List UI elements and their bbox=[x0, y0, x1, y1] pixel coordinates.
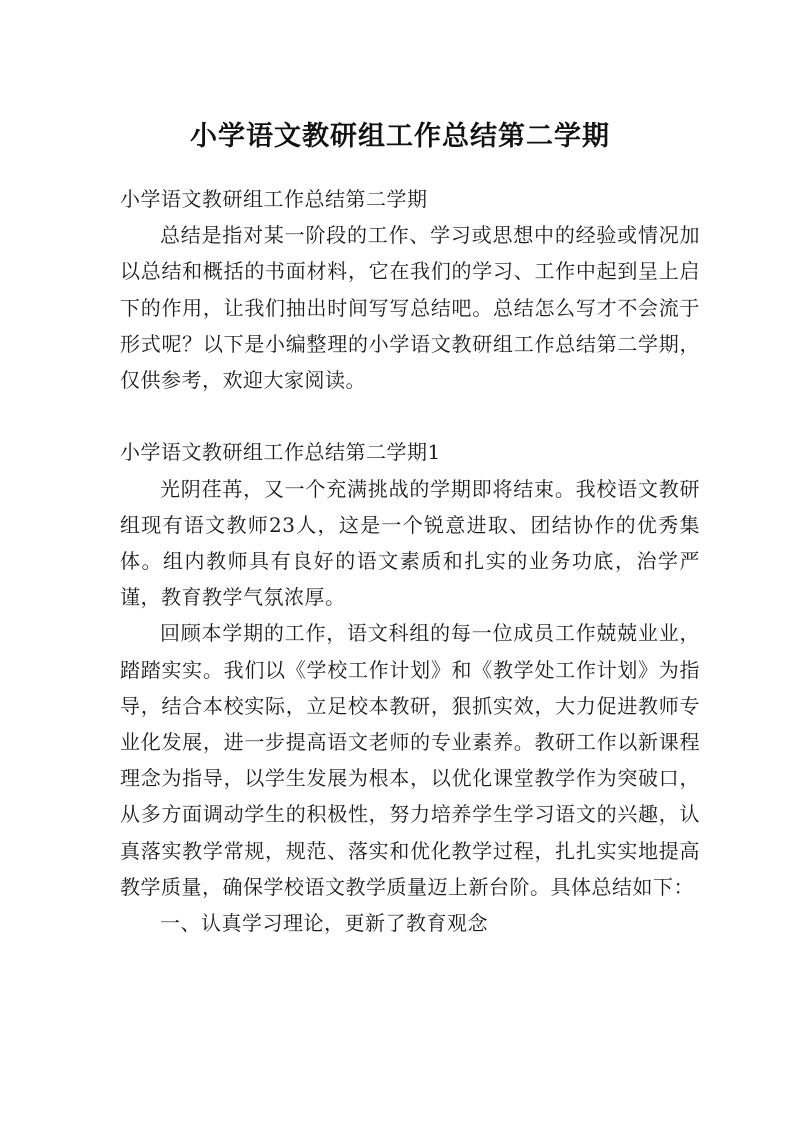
document-title: 小学语文教研组工作总结第二学期 bbox=[190, 121, 610, 153]
section1-paragraph-2: 回顾本学期的工作，语文科组的每一位成员工作兢兢业业，踏踏实实。我们以《学校工作计划》和《教学处工作计划》为指导，结合本校实际，立足校本教研，狠抓实效，大力促进教师专业化发展，进一步提高语文老师的专业素养。教研工作以新课程理念为指导，以学生发展为根本，以优化课堂教学作为突破口，从多方面调动学生的积极性，努力培养学生学习语文的兴趣，认真落实教学常规，规范、落实和优化教学过程，扎扎实实地提高教学质量，确保学校语文教学质量迈上新台阶。具体总结如下： bbox=[120, 621, 700, 899]
section1-subheading-1: 一、认真学习理论，更新了教育观念 bbox=[160, 911, 488, 936]
document-body bbox=[120, 181, 700, 941]
intro-paragraph: 总结是指对某一阶段的工作、学习或思想中的经验或情况加以总结和概括的书面材料，它在我们的学习、工作中起到呈上启下的作用，让我们抽出时间写写总结吧。总结怎么写才不会流于形式呢？以下是小编整理的小学语文教研组工作总结第二学期，仅供参考，欢迎大家阅读。 bbox=[120, 223, 700, 393]
paragraph-spacer bbox=[120, 398, 700, 434]
section1-paragraph-1: 光阴荏苒，又一个充满挑战的学期即将结束。我校语文教研组现有语文教师23人，这是一个锐意进取、团结协作的优秀集体。组内教师具有良好的语文素质和扎实的业务功底，治学严谨，教育教学气氛浓厚。 bbox=[120, 476, 700, 610]
section1-heading: 小学语文教研组工作总结第二学期1 bbox=[120, 440, 441, 465]
intro-heading: 小学语文教研组工作总结第二学期 bbox=[120, 187, 428, 211]
